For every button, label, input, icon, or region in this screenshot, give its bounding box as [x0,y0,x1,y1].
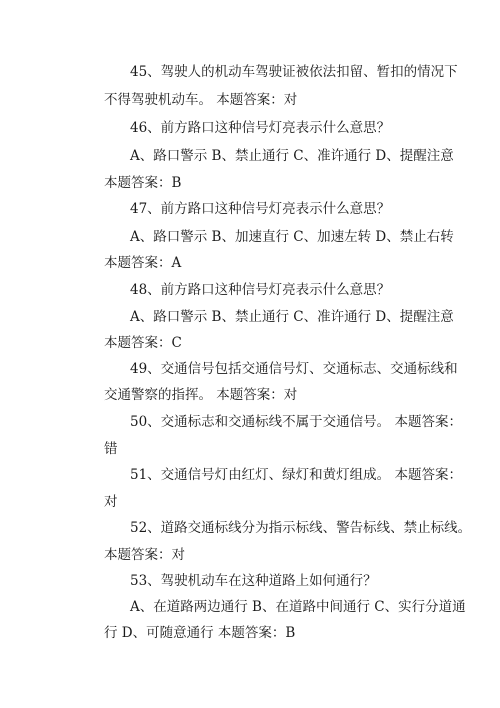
text-line-q45-b: 不得驾驶机动车。 本题答案：对 [104,92,298,108]
text-line-q47-options: A、路口警示 B、加速直行 C、加速左转 D、禁止右转 [130,229,454,245]
text-line-q47-answer: 本题答案：A [104,255,182,271]
text-line-q53-options-b: 行 D、可随意通行 本题答案：B [104,625,296,641]
text-line-q48-options: A、路口警示 B、禁止通行 C、准许通行 D、提醒注意 [130,309,454,325]
text-line-q50-b: 错 [104,441,118,457]
text-line-q46-answer: 本题答案：B [104,175,182,191]
text-line-q46-options: A、路口警示 B、禁止通行 C、准许通行 D、提醒注意 [130,148,454,164]
text-line-q48-answer: 本题答案：C [104,335,182,351]
text-line-q46: 46、前方路口这种信号灯亮表示什么意思？ [130,120,391,136]
text-line-q47: 47、前方路口这种信号灯亮表示什么意思？ [130,201,391,217]
text-line-q50-a: 50、交通标志和交通标线不属于交通信号。 本题答案： [130,414,462,430]
text-line-q51-b: 对 [104,494,118,510]
text-line-q52-a: 52、道路交通标线分为指示标线、警告标线、禁止标线。 [130,520,472,536]
text-line-q49-b: 交通警察的指挥。 本题答案：对 [104,387,298,403]
text-line-q49-a: 49、交通信号包括交通信号灯、交通标志、交通标线和 [130,361,458,377]
text-line-q51-a: 51、交通信号灯由红灯、绿灯和黄灯组成。 本题答案： [130,467,462,483]
text-line-q45-a: 45、驾驶人的机动车驾驶证被依法扣留、暂扣的情况下 [130,64,458,80]
text-line-q52-b: 本题答案：对 [104,547,185,563]
text-line-q53: 53、驾驶机动车在这种道路上如何通行？ [130,573,377,589]
text-line-q53-options-a: A、在道路两边通行 B、在道路中间通行 C、实行分道通 [130,599,466,615]
text-line-q48: 48、前方路口这种信号灯亮表示什么意思？ [130,282,391,298]
